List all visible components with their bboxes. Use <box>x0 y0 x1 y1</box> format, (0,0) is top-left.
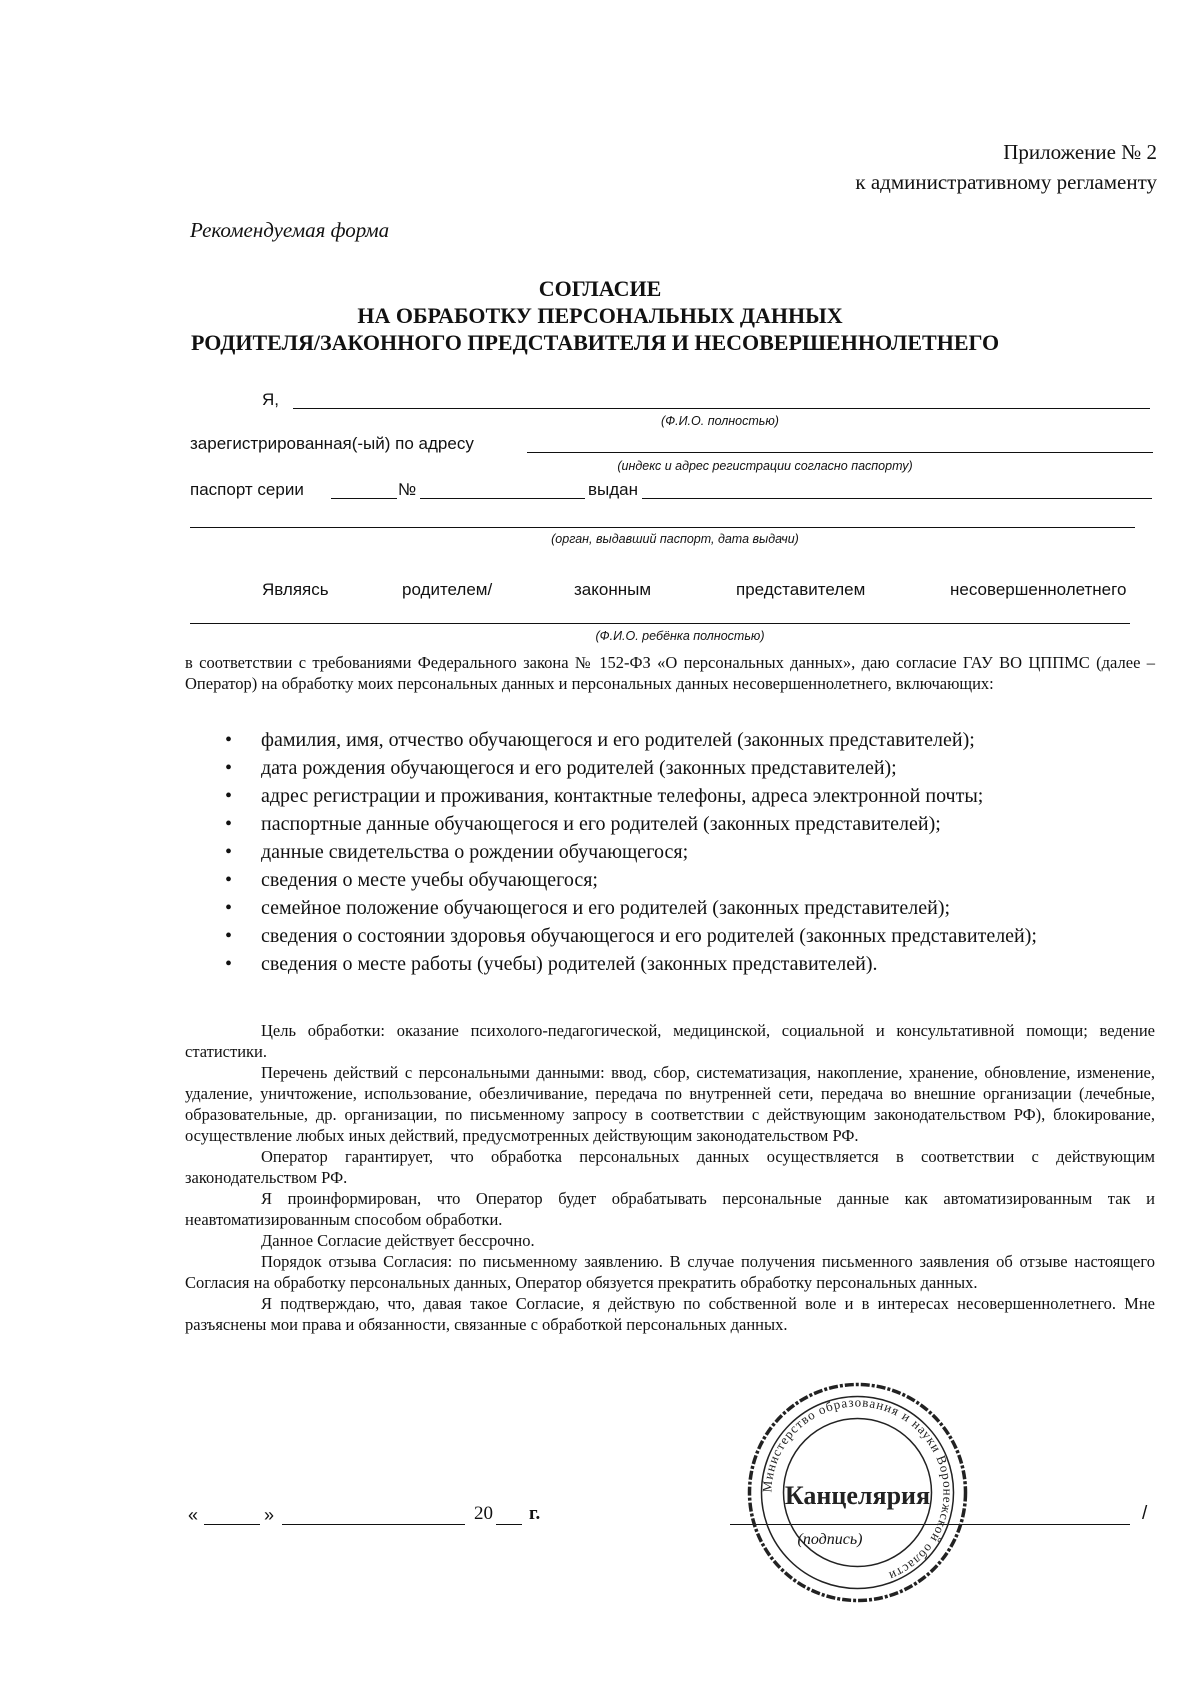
date-quote-close: » <box>264 1505 275 1525</box>
appendix-note <box>855 137 1157 198</box>
issuer-caption: (орган, выдавший паспорт, дата выдачи) <box>551 532 799 546</box>
appendix-line-1: Приложение № 2 <box>1003 140 1157 164</box>
title-line-1: СОГЛАСИЕ <box>538 276 662 301</box>
being-word-3: законным <box>574 580 652 599</box>
list-item: • адрес регистрации и проживания, контактные телефоны, адреса электронной почты; <box>225 782 1155 810</box>
passport-number-line[interactable] <box>420 498 585 499</box>
stamp-ring-text: Министерство образования и науки Воронежской области <box>759 1394 956 1585</box>
i-label: Я, <box>262 390 279 409</box>
passport-series-label: паспорт серии <box>190 480 304 499</box>
date-year-line[interactable] <box>496 1524 522 1525</box>
signature-caption: (подпись) <box>797 1531 863 1548</box>
confirmation-paragraph: Я подтверждаю, что, давая такое Согласие, я действую по собственной воле и в интересах несовершеннолетнего. Мне разъяснены мои права и обязанности, связанные с обработкой персональных данных. <box>185 1294 1155 1334</box>
registered-label: зарегистрированная(-ый) по адресу <box>190 434 474 453</box>
actions-paragraph: Перечень действий с персональными данными: ввод, сбор, систематизация, накопление, хранение, обновление, изменение, удаление, уничтожение, использование, обезличивание, передача по внутренней сети, передача во внешние организации (лечебные, образовательные, др. организации, по письменному запросу в соответствии с действующим законодательством РФ), блокирование, осуществление любых иных действий, предусмотренных действующим законодательством РФ. <box>185 1063 1155 1145</box>
list-item: • сведения о состоянии здоровья обучающегося и его родителей (законных представителей); <box>225 922 1155 950</box>
issued-line[interactable] <box>642 498 1152 499</box>
list-item: • сведения о месте учебы обучающегося; <box>225 866 1155 894</box>
signature-slash: / <box>1142 1503 1148 1524</box>
list-item: • семейное положение обучающегося и его родителей (законных представителей); <box>225 894 1155 922</box>
address-caption: (индекс и адрес регистрации согласно паспорту) <box>617 459 913 473</box>
body-paragraphs <box>185 1020 1155 1335</box>
document-title <box>0 276 1200 356</box>
child-caption: (Ф.И.О. ребёнка полностью) <box>595 629 765 643</box>
address-line[interactable] <box>527 452 1153 453</box>
stamp-seal-icon <box>745 1380 970 1605</box>
year-suffix: г. <box>529 1503 541 1524</box>
issued-label: выдан <box>588 480 639 499</box>
guarantee-paragraph: Оператор гарантирует, что обработка персональных данных осуществляется в соответствии с действующим законодательством РФ. <box>185 1147 1155 1187</box>
validity-paragraph: Данное Согласие действует бессрочно. <box>261 1231 535 1250</box>
date-month-line[interactable] <box>282 1524 465 1525</box>
passport-series-line[interactable] <box>331 498 397 499</box>
purpose-paragraph: Цель обработки: оказание психолого-педагогической, медицинской, социальной и консультативной помощи; ведение статистики. <box>185 1021 1155 1061</box>
list-item: • данные свидетельства о рождении обучающегося; <box>225 838 1155 866</box>
revocation-paragraph: Порядок отзыва Согласия: по письменному заявлению. В случае получения письменного заявления об отзыве настоящего Согласия на обработку персональных данных, Оператор обязуется прекратить обработку персональных данных. <box>185 1252 1155 1292</box>
list-item: • дата рождения обучающегося и его родителей (законных представителей); <box>225 754 1155 782</box>
child-name-line[interactable] <box>190 623 1130 624</box>
title-line-2: НА ОБРАБОТКУ ПЕРСОНАЛЬНЫХ ДАННЫХ <box>357 302 843 328</box>
fio-caption: (Ф.И.О. полностью) <box>661 414 779 428</box>
being-word-2: родителем/ <box>402 580 493 599</box>
intro-paragraph: в соответствии с требованиями Федерального закона № 152-ФЗ «О персональных данных», даю согласие ГАУ ВО ЦППМС (далее – Оператор) на обработку моих персональных данных и персональных данных несовершеннолетнего, включающих: <box>185 653 1155 693</box>
passport-number-label: № <box>398 480 417 499</box>
fio-line[interactable] <box>293 408 1150 409</box>
date-day-line[interactable] <box>204 1524 260 1525</box>
being-word-5: несовершеннолетнего <box>950 580 1127 599</box>
stamp-center-text: Канцелярия <box>784 1481 931 1510</box>
title-line-3: РОДИТЕЛЯ/ЗАКОННОГО ПРЕДСТАВИТЕЛЯ И НЕСОВЕРШЕННОЛЕТНЕГО <box>190 329 1000 355</box>
data-list <box>225 726 1155 978</box>
date-quote-open: « <box>188 1505 199 1525</box>
list-item: • сведения о месте работы (учебы) родителей (законных представителей). <box>225 950 1155 978</box>
informed-paragraph: Я проинформирован, что Оператор будет обрабатывать персональные данные как автоматизированным так и неавтоматизированным способом обработки. <box>185 1189 1155 1229</box>
being-word-1: Являясь <box>262 580 329 599</box>
list-item: • паспортные данные обучающегося и его родителей (законных представителей); <box>225 810 1155 838</box>
list-item: • фамилия, имя, отчество обучающегося и его родителей (законных представителей); <box>225 726 1155 754</box>
appendix-line-2: к административному регламенту <box>855 170 1157 195</box>
year-prefix: 20 <box>474 1503 493 1524</box>
office-stamp <box>745 1380 970 1605</box>
recommended-form-label: Рекомендуемая форма <box>190 218 390 242</box>
being-word-4: представителем <box>736 580 866 599</box>
issuer-line[interactable] <box>190 527 1135 528</box>
